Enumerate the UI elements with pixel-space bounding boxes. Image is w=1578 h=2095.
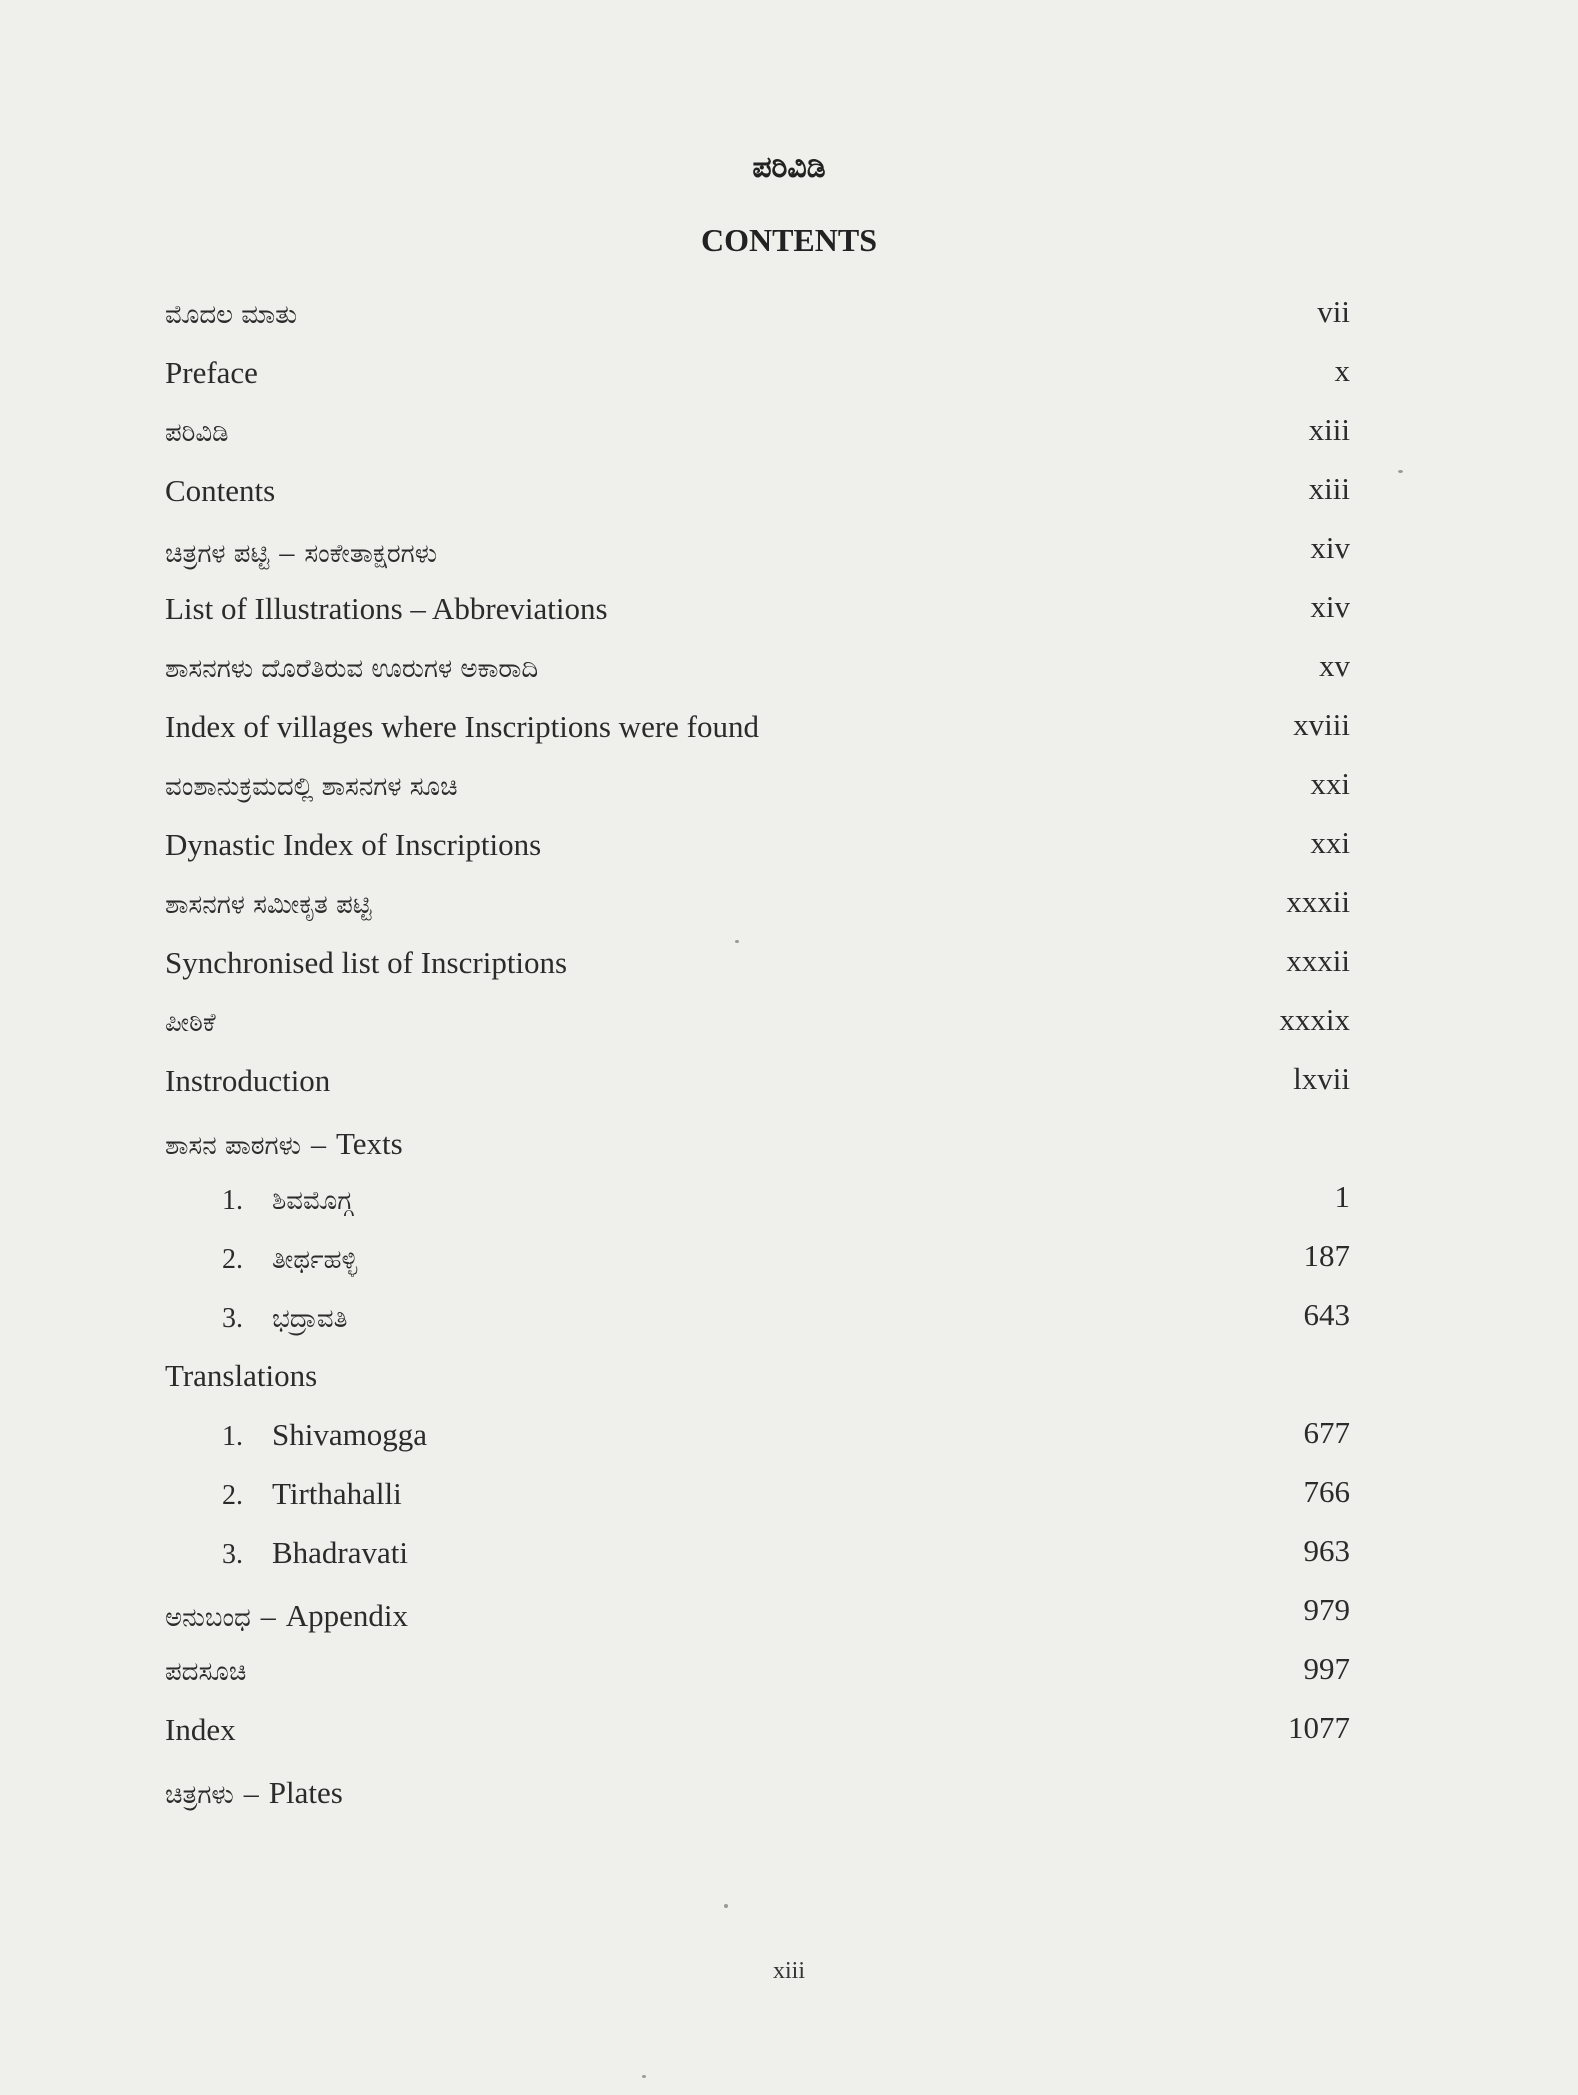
toc-row	[165, 1767, 1350, 1826]
toc-separator: –	[260, 1600, 276, 1633]
toc-label-secondary: Texts	[336, 1126, 403, 1161]
toc-item-label: ಭದ್ರಾವತಿ	[272, 1304, 348, 1334]
toc-row	[165, 1649, 1350, 1708]
toc-page-number: xv	[1319, 648, 1350, 683]
toc-label	[165, 1598, 408, 1634]
toc-page-number: x	[1334, 353, 1350, 388]
toc-separator: –	[311, 1128, 327, 1161]
toc-row	[165, 1000, 1350, 1059]
toc-label-kannada: ಅನುಬಂಧ	[165, 1603, 251, 1633]
toc-page-number: 1077	[1288, 1710, 1350, 1745]
toc-label: Contents	[165, 473, 276, 508]
toc-page-number: vii	[1317, 294, 1350, 329]
toc-label: Synchronised list of Inscriptions	[165, 945, 568, 980]
toc-page-number: xiii	[1308, 471, 1350, 506]
toc-label: ಮೊದಲ ಮಾತು	[165, 300, 298, 330]
toc-label: Translations	[165, 1358, 318, 1393]
toc-row	[165, 823, 1350, 882]
toc-label	[222, 1476, 402, 1512]
toc-page-number: 997	[1303, 1651, 1350, 1686]
paper-speck	[642, 2075, 646, 2078]
toc-row	[165, 1059, 1350, 1118]
table-of-contents	[165, 292, 1350, 1826]
toc-label: ವಂಶಾನುಕ್ರಮದಲ್ಲಿ ಶಾಸನಗಳ ಸೂಚಿ	[165, 772, 458, 802]
toc-row	[165, 646, 1350, 705]
toc-label	[222, 1535, 408, 1571]
toc-row	[165, 764, 1350, 823]
toc-page-number: lxvii	[1293, 1061, 1350, 1096]
toc-page-number: xxxii	[1286, 884, 1350, 919]
toc-label-kannada: ಚಿತ್ರಗಳು	[165, 1780, 234, 1810]
toc-page-number: xiv	[1310, 589, 1350, 624]
toc-label: ಪದಸೂಚಿ	[165, 1657, 247, 1687]
toc-row	[165, 1354, 1350, 1413]
toc-row	[165, 882, 1350, 941]
toc-item-label: Shivamogga	[272, 1417, 427, 1452]
toc-item-number: 3.	[222, 1539, 243, 1570]
toc-label: ಶಾಸನಗಳು ದೊರೆತಿರುವ ಊರುಗಳ ಅಕಾರಾದಿ	[165, 654, 539, 684]
toc-label-secondary: Appendix	[285, 1598, 409, 1633]
toc-page-number: 187	[1303, 1238, 1350, 1273]
kannada-heading: ಪರಿವಿಡಿ	[752, 150, 826, 185]
toc-row	[165, 292, 1350, 351]
toc-row	[165, 1413, 1350, 1472]
toc-page-number: 766	[1303, 1474, 1350, 1509]
toc-item-label: Bhadravati	[272, 1535, 409, 1570]
toc-item-label: ಶಿವಮೊಗ್ಗ	[272, 1186, 353, 1216]
toc-label: Preface	[165, 355, 258, 390]
toc-row	[165, 469, 1350, 528]
toc-item-number: 1.	[222, 1185, 243, 1216]
toc-label	[165, 1126, 403, 1162]
toc-page-number: xxxii	[1286, 943, 1350, 978]
toc-item-number: 3.	[222, 1303, 243, 1334]
toc-row	[165, 1177, 1350, 1236]
footer-page-number: xiii	[772, 1958, 805, 1984]
toc-separator: –	[243, 1777, 259, 1810]
toc-item-number: 2.	[222, 1480, 243, 1511]
toc-label-secondary: Plates	[268, 1775, 343, 1810]
toc-label: Index	[165, 1712, 236, 1747]
toc-label-kannada: ಶಾಸನ ಪಾಠಗಳು	[165, 1131, 302, 1161]
paper-speck	[724, 1904, 728, 1908]
toc-row	[165, 1472, 1350, 1531]
toc-page-number: 643	[1303, 1297, 1350, 1332]
toc-page-number: xxi	[1310, 825, 1350, 860]
toc-label-secondary: ಸಂಕೇತಾಕ್ಷರಗಳು	[304, 539, 438, 569]
toc-page-number: 963	[1303, 1533, 1350, 1568]
toc-page-number: 1	[1334, 1179, 1350, 1214]
toc-label	[222, 1185, 353, 1217]
toc-row	[165, 587, 1350, 646]
toc-row	[165, 1590, 1350, 1649]
toc-page-number: xiii	[1308, 412, 1350, 447]
toc-row	[165, 705, 1350, 764]
toc-row	[165, 1708, 1350, 1767]
toc-page-number: xxxix	[1279, 1002, 1350, 1037]
toc-label: ಶಾಸನಗಳ ಸಮೀಕೃತ ಪಟ್ಟಿ	[165, 890, 372, 920]
toc-row	[165, 1531, 1350, 1590]
toc-label: ಪರಿವಿಡಿ	[165, 418, 229, 448]
toc-page-number: 979	[1303, 1592, 1350, 1627]
toc-label	[222, 1244, 357, 1276]
toc-row	[165, 1236, 1350, 1295]
toc-row	[165, 351, 1350, 410]
toc-label: Index of villages where Inscriptions were found	[165, 709, 759, 744]
toc-label: Dynastic Index of Inscriptions	[165, 827, 542, 862]
toc-label	[165, 1775, 343, 1811]
toc-row	[165, 528, 1350, 587]
toc-item-label: Tirthahalli	[272, 1476, 402, 1511]
toc-item-number: 1.	[222, 1421, 243, 1452]
toc-item-label: ತೀರ್ಥಹಳ್ಳಿ	[272, 1245, 358, 1275]
toc-label	[165, 536, 437, 570]
toc-separator: –	[279, 536, 295, 569]
paper-speck	[1398, 470, 1403, 473]
paper-speck	[735, 940, 739, 943]
toc-row	[165, 1295, 1350, 1354]
toc-label-kannada: ಚಿತ್ರಗಳ ಪಟ್ಟಿ	[165, 539, 270, 569]
toc-label	[222, 1417, 427, 1453]
toc-page-number: xiv	[1310, 530, 1350, 565]
toc-page-number: xviii	[1293, 707, 1350, 742]
toc-label	[222, 1303, 347, 1335]
toc-page-number: 677	[1303, 1415, 1350, 1450]
toc-row	[165, 1118, 1350, 1177]
toc-row	[165, 410, 1350, 469]
toc-label: Instroduction	[165, 1063, 331, 1098]
toc-label: ಪೀಠಿಕೆ	[165, 1008, 216, 1038]
toc-page-number: xxi	[1310, 766, 1350, 801]
toc-label: List of Illustrations – Abbreviations	[165, 591, 608, 626]
page-title: CONTENTS	[700, 222, 878, 258]
toc-row	[165, 941, 1350, 1000]
toc-item-number: 2.	[222, 1244, 243, 1275]
